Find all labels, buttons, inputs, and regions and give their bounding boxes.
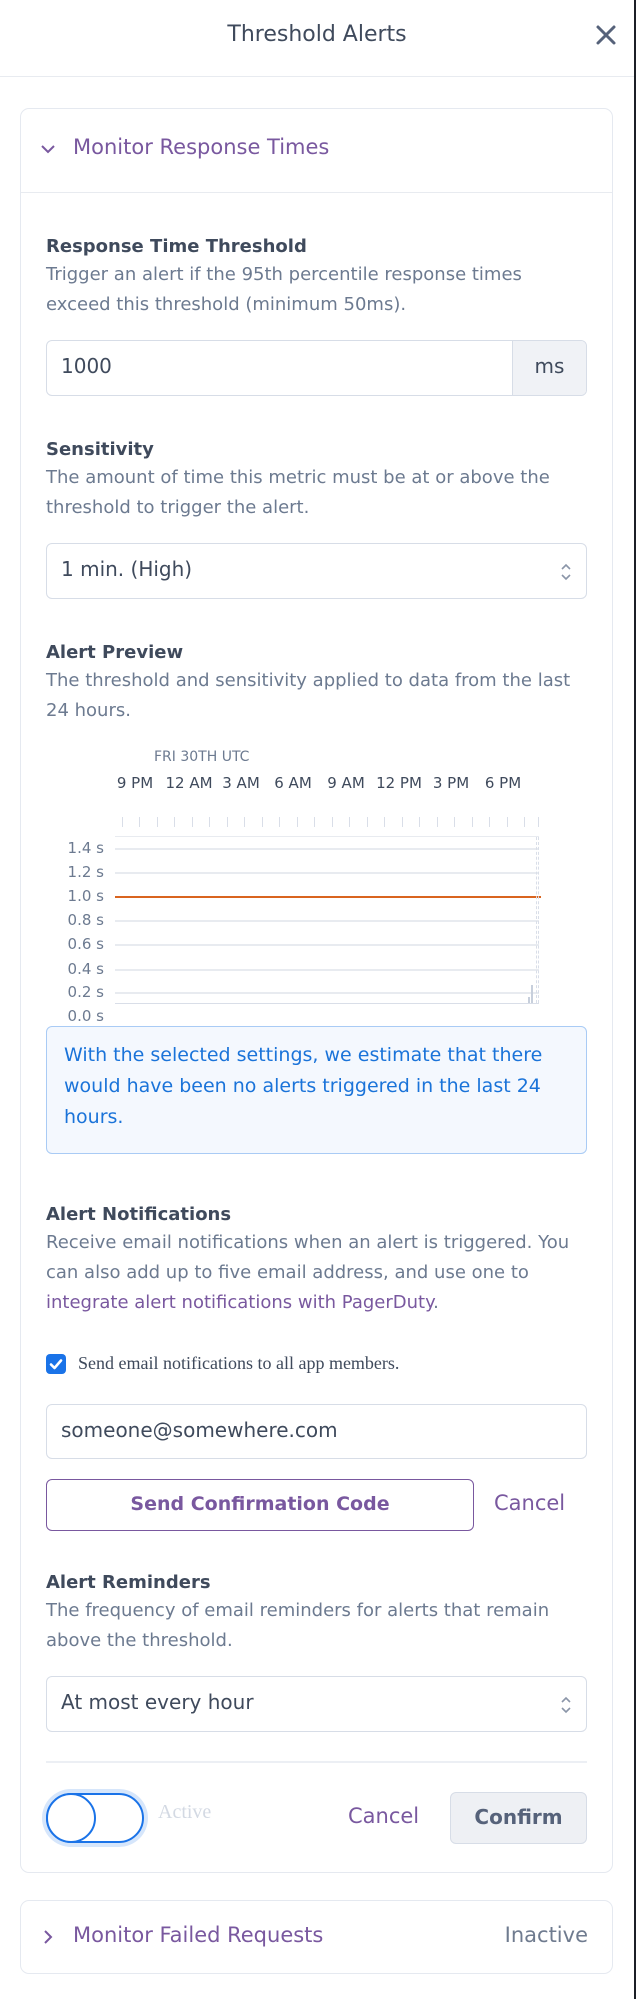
sensitivity-section (46, 437, 586, 523)
reminders-section (46, 1570, 586, 1656)
pagerduty-link[interactable]: integrate alert notifications with PagerDuty (46, 1292, 434, 1313)
toggle-knob (46, 1793, 96, 1843)
data-spike (531, 985, 533, 1003)
status-badge: Inactive (504, 1923, 588, 1947)
y-tick: 0.0 s (67, 1007, 104, 1025)
sensitivity-select[interactable] (46, 543, 587, 599)
preview-section (46, 640, 586, 726)
threshold-section (46, 234, 586, 320)
cancel-email-button[interactable]: Cancel (494, 1491, 566, 1515)
footer-divider (46, 1761, 587, 1763)
current-time-marker (536, 837, 539, 1003)
x-tick: 9 AM (327, 774, 365, 792)
sensitivity-value: 1 min. (High) (61, 557, 193, 581)
threshold-heading: Response Time Threshold (46, 236, 307, 257)
panel-title: Monitor Failed Requests (73, 1923, 324, 1947)
reminders-description: The frequency of email reminders for alerts that remain above the threshold. (46, 1600, 550, 1651)
notifications-description: Receive email notifications when an alert is triggered. You can also add up to five email address, and use one to integrate alert notifications with PagerDuty. (46, 1232, 570, 1313)
monitor-response-times-toggle[interactable] (21, 109, 612, 193)
data-spike (528, 997, 530, 1003)
close-button[interactable] (594, 22, 618, 48)
chevron-right-icon (39, 1928, 57, 1946)
monitor-response-times-panel (20, 108, 613, 1873)
reminders-heading: Alert Reminders (46, 1572, 211, 1593)
y-tick: 0.8 s (67, 911, 104, 929)
x-tick: 12 PM (376, 774, 422, 792)
x-tick: 3 AM (222, 774, 260, 792)
x-tick: 9 PM (116, 774, 154, 792)
y-tick: 1.4 s (67, 839, 104, 857)
notify-all-members-checkbox-row (46, 1353, 399, 1374)
preview-estimate-message: With the selected settings, we estimate that there would have been no alerts triggered in the last 24 hours. (46, 1026, 587, 1154)
chart-date-label: FRI 30TH UTC (154, 749, 250, 765)
x-tick: 6 AM (274, 774, 312, 792)
preview-description: The threshold and sensitivity applied to data from the last 24 hours. (46, 670, 571, 721)
threshold-line (115, 896, 541, 898)
email-value: someone@somewhere.com (61, 1418, 338, 1442)
y-tick: 1.0 s (67, 887, 104, 905)
cancel-button[interactable]: Cancel (348, 1804, 420, 1828)
threshold-description: Trigger an alert if the 95th percentile response times exceed this threshold (minimum 50ms). (46, 264, 522, 315)
x-tick: 12 AM (165, 774, 213, 792)
active-toggle[interactable] (46, 1793, 144, 1843)
email-input[interactable] (46, 1404, 587, 1459)
panel-title: Monitor Response Times (73, 135, 330, 159)
close-icon (594, 22, 618, 48)
modal-title: Threshold Alerts (227, 22, 407, 47)
x-tick: 6 PM (484, 774, 522, 792)
monitor-failed-requests-toggle[interactable] (21, 1901, 612, 1973)
notify-all-members-checkbox[interactable] (46, 1354, 66, 1374)
reminders-value: At most every hour (61, 1690, 254, 1714)
reminders-select[interactable] (46, 1676, 587, 1732)
notify-all-members-label: Send email notifications to all app members. (78, 1353, 400, 1373)
y-tick: 1.2 s (67, 863, 104, 881)
modal-header (0, 0, 634, 77)
notifications-section (46, 1202, 586, 1318)
unit-addon (512, 341, 586, 395)
sensitivity-heading: Sensitivity (46, 439, 154, 460)
preview-heading: Alert Preview (46, 642, 184, 663)
notifications-heading: Alert Notifications (46, 1204, 232, 1225)
send-confirmation-code-button[interactable]: Send Confirmation Code (46, 1479, 474, 1531)
y-tick: 0.2 s (67, 983, 104, 1001)
threshold-input[interactable] (46, 340, 587, 396)
select-arrows-icon (560, 562, 572, 582)
y-tick: 0.6 s (67, 935, 104, 953)
confirm-button[interactable]: Confirm (450, 1792, 587, 1844)
monitor-failed-requests-panel (20, 1900, 613, 1974)
chart-plot-area (115, 836, 539, 1004)
threshold-value: 1000 (61, 354, 112, 378)
sensitivity-description: The amount of time this metric must be at or above the threshold to trigger the alert. (46, 467, 550, 518)
x-tick: 3 PM (432, 774, 470, 792)
select-arrows-icon (560, 1695, 572, 1715)
active-toggle-label: Active (158, 1801, 212, 1823)
unit-label: ms (534, 354, 565, 378)
y-tick: 0.4 s (67, 960, 104, 978)
checkmark-icon (46, 1354, 66, 1374)
chevron-down-icon (39, 140, 57, 158)
